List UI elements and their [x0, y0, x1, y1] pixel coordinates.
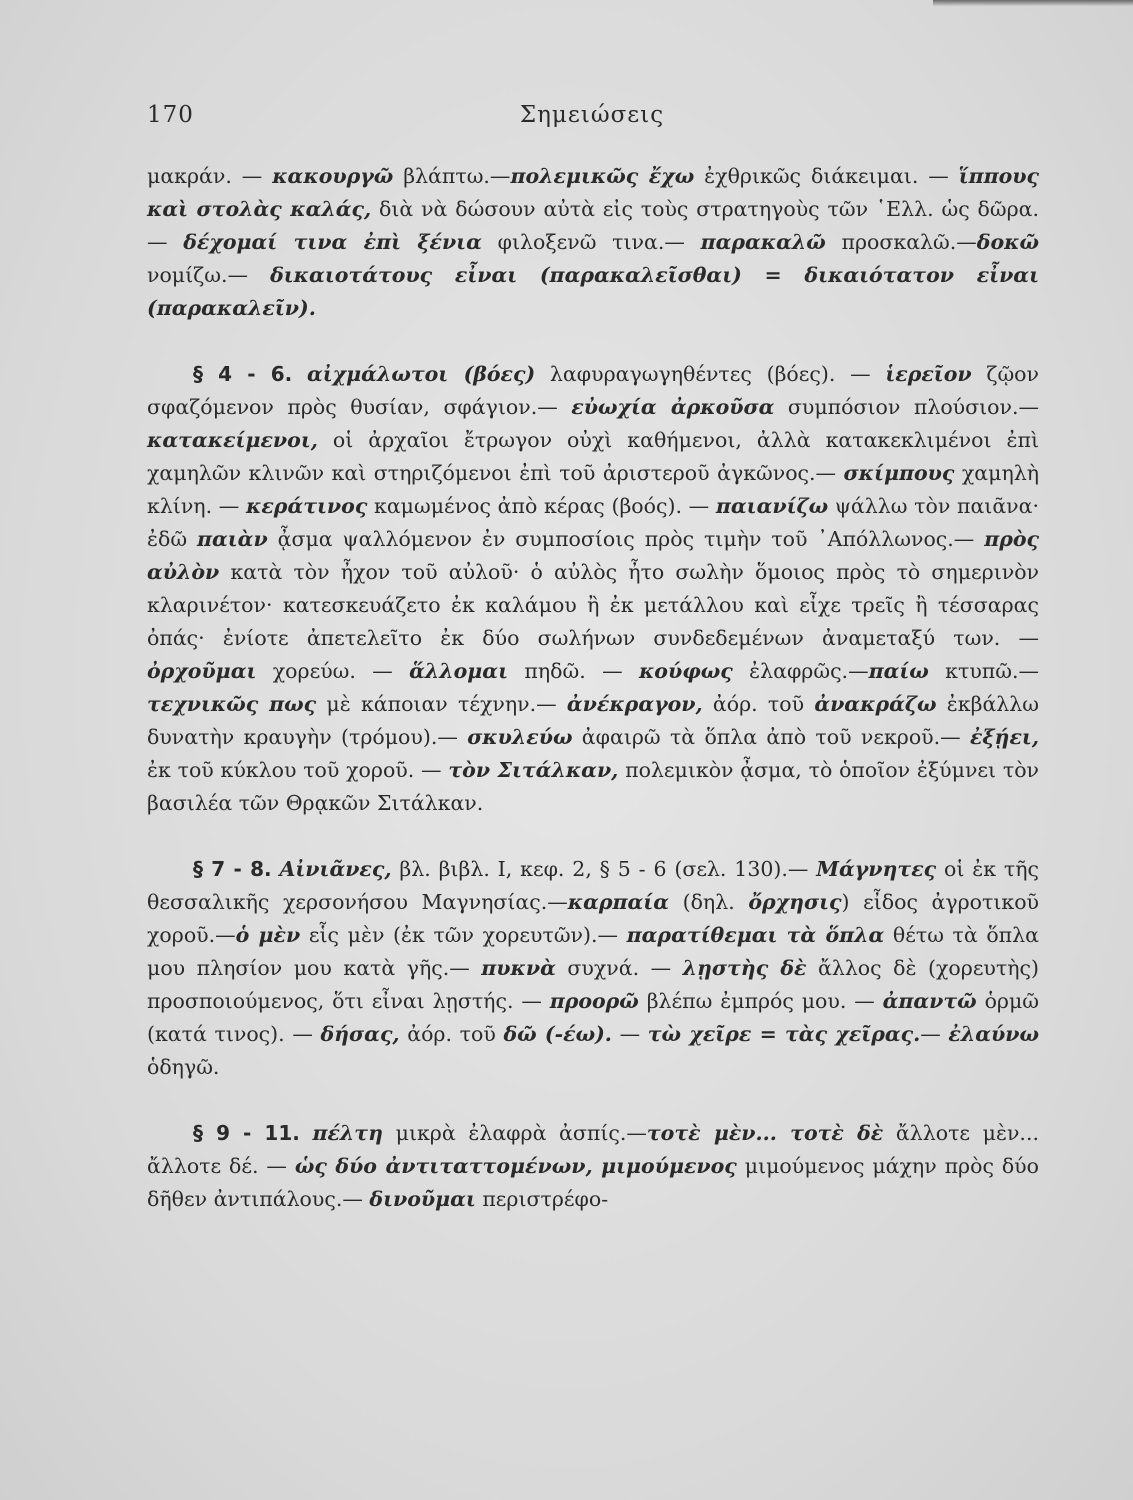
lemma-term: τὸν Σιτάλκαν,	[448, 758, 619, 782]
gloss-text: συχνά. —	[555, 956, 683, 980]
lemma-term: τεχνικῶς πως	[147, 692, 317, 716]
lemma-term: ὄρχησις	[748, 890, 842, 914]
lemma-term: ἵππους καὶ στολὰς καλάς,	[147, 164, 1039, 221]
lemma-term: σκυλεύω	[467, 725, 573, 749]
gloss-text: ὁδηγῶ.	[147, 1055, 220, 1079]
gloss-text: μιμούμενος μάχην πρὸς δύο δῆθεν ἀντιπάλους.—	[147, 1154, 1039, 1211]
gloss-text: ) εἶδος ἀγροτικοῦ χοροῦ.—	[147, 890, 1040, 947]
lemma-term: πρὸς αὐλὸν	[147, 527, 1039, 584]
continued-note	[147, 160, 1039, 325]
gloss-text: διὰ νὰ δώσουν αὐτὰ εἰς τοὺς στρατηγοὺς τῶν ῾Ελλ. ὡς δῶρα.—	[147, 197, 1040, 254]
lemma-term: δῶ (-έω).	[503, 1022, 612, 1046]
lemma-term: ἅλλομαι	[409, 659, 509, 683]
gloss-text	[292, 362, 307, 386]
lemma-term: παίω	[868, 659, 929, 683]
gloss-text: ψάλλω τὸν παιᾶνα· ἐδῶ	[147, 494, 1039, 551]
gloss-text: ἐκβάλλω δυνατὴν κραυγὴν (τρόμου).—	[147, 692, 1039, 749]
gloss-text: καμωμένος ἀπὸ κέρας (βοός). —	[367, 494, 716, 518]
lemma-term: Μάγνητες	[816, 857, 937, 881]
gloss-text: ἀόρ. τοῦ	[399, 1022, 504, 1046]
gloss-text: μὲ κάποιαν τέχνην.—	[316, 692, 567, 716]
gloss-text: μικρὰ ἐλαφρὰ ἀσπίς.—	[383, 1121, 647, 1145]
lemma-term: κατακείμενοι,	[147, 428, 318, 452]
lemma-term: ὡς δύο ἀντιταττομένων, μιμούμενος	[294, 1154, 737, 1178]
gloss-text: οἱ ἀρχαῖοι ἔτρωγον οὐχὶ καθήμενοι, ἀλλὰ κατακεκλιμένοι ἐπὶ χαμηλῶν κλινῶν καὶ στηριζόμενοι ἐπὶ τοῦ ἀριστεροῦ ἀγκῶνος.—	[147, 428, 1039, 485]
page-header	[147, 102, 1037, 142]
gloss-text: ὁρμῶ (κατά τινος). —	[147, 989, 1039, 1046]
gloss-text: βλάπτω.—	[393, 164, 511, 188]
gloss-text: μακράν. —	[147, 164, 273, 188]
gloss-text: ᾆσμα ψαλλόμενον ἐν συμποσίοις πρὸς τιμὴν τοῦ ᾿Απόλλωνος.—	[267, 527, 985, 551]
lemma-term: πέλτη	[312, 1121, 384, 1145]
lemma-term: ἀνέκραγον,	[566, 692, 703, 716]
gloss-text: (δηλ.	[669, 890, 749, 914]
gloss-text: φιλοξενῶ τινα.—	[481, 230, 701, 254]
gloss-text: —	[920, 1022, 949, 1046]
lemma-term: λῃστὴς δὲ	[682, 956, 807, 980]
lemma-term: παιὰν	[196, 527, 268, 551]
gloss-text: οἱ ἐκ τῆς θεσσαλικῆς χερσονήσου Μαγνησίας.—	[147, 857, 1039, 914]
gloss-text: βλ. βιβλ. I, κεφ. 2, § 5 - 6 (σελ. 130).—	[391, 857, 817, 881]
lemma-term: ἐλαύνω	[948, 1022, 1039, 1046]
lemma-term: κεράτινος	[245, 494, 368, 518]
gloss-text: ἐκ τοῦ κύκλου τοῦ χοροῦ. —	[147, 758, 449, 782]
lemma-term: δοκῶ	[976, 230, 1039, 254]
gloss-text: λαφυραγωγηθέντες (βόες). —	[535, 362, 886, 386]
lemma-term: τοτὲ μὲν... τοτὲ δὲ	[646, 1121, 884, 1145]
gloss-text: ζῷον σφαζόμενον πρὸς θυσίαν, σφάγιον.—	[147, 362, 1039, 419]
gloss-text: ἀφαιρῶ τὰ ὅπλα ἀπὸ τοῦ νεκροῦ.—	[572, 725, 970, 749]
running-head: Σημειώσεις	[519, 102, 665, 128]
lemma-term: δήσας,	[320, 1022, 400, 1046]
gloss-text: εἷς μὲν (ἐκ τῶν χορευτῶν).—	[300, 923, 627, 947]
lemma-term: ὀρχοῦμαι	[147, 659, 257, 683]
gloss-text: πηδῶ. —	[508, 659, 639, 683]
section-note	[147, 1117, 1039, 1216]
gloss-text: —	[611, 1022, 648, 1046]
gloss-text: περιστρέφο-	[475, 1187, 609, 1211]
lemma-term: πολεμικῶς ἔχω	[510, 164, 695, 188]
lemma-term: εὐωχία ἀρκοῦσα	[571, 395, 775, 419]
section-reference: § 4 - 6.	[193, 362, 293, 386]
lemma-term: παρακαλῶ	[700, 230, 826, 254]
lemma-term: ἀπαντῶ	[882, 989, 977, 1013]
gloss-text: ἐλαφρῶς.—	[732, 659, 869, 683]
gloss-text: πολεμικὸν ᾆσμα, τὸ ὁποῖον ἐξύμνει τὸν βασιλέα τῶν Θρᾳκῶν Σιτάλκαν.	[147, 758, 1039, 815]
notes-body	[147, 160, 1039, 1216]
lemma-term: ἱερεῖον	[885, 362, 972, 386]
gloss-text: χαμηλὴ κλίνη. —	[147, 461, 1039, 518]
gloss-text: κατὰ τὸν ἦχον τοῦ αὐλοῦ· ὁ αὐλὸς ἦτο σωλὴν ὅμοιος πρὸς τὸ σημερινὸν κλαρινέτον· κατεσκευάζετο ἐκ καλάμου ἢ ἐκ μετάλλου καὶ εἶχε τρεῖς ἢ τέσσαρας ὀπάς· ἐνίοτε ἀπετελεῖτο ἐκ δύο σωλήνων συνδεδεμένων ἀναμεταξύ των. —	[147, 560, 1039, 650]
gloss-text: θέτω τὰ ὅπλα μου πλησίον μου κατὰ γῆς.—	[147, 923, 1039, 980]
lemma-term: σκίμπους	[843, 461, 955, 485]
gloss-text: ἐχθρικῶς διάκειμαι. —	[694, 164, 959, 188]
lemma-term: δέχομαί τινα ἐπὶ ξένια	[183, 230, 482, 254]
gloss-text: βλέπω ἐμπρός μου. —	[638, 989, 883, 1013]
section-reference: § 9 - 11.	[193, 1121, 300, 1145]
lemma-term: παρατίθεμαι τὰ ὅπλα	[626, 923, 885, 947]
lemma-term: προορῶ	[549, 989, 639, 1013]
lemma-term: κούφως	[638, 659, 733, 683]
lemma-term: αἰχμάλωτοι (βόες)	[306, 362, 536, 386]
page-number: 170	[147, 102, 194, 128]
section-note	[147, 853, 1039, 1084]
lemma-term: δικαιοτάτους εἶναι (παρακαλεῖσθαι) = δικαιότατον εἶναι (παρακαλεῖν).	[147, 263, 1039, 320]
gloss-text	[300, 1121, 313, 1145]
scan-edge-shadow	[933, 0, 1133, 6]
gloss-text: ἄλλος δὲ (χορευτὴς) προσποιούμενος, ὅτι εἶναι λῃστής. —	[147, 956, 1039, 1013]
section-note	[147, 358, 1039, 820]
gloss-text: κτυπῶ.—	[928, 659, 1039, 683]
gloss-text: χορεύω. —	[256, 659, 410, 683]
gloss-text: προσκαλῶ.—	[825, 230, 977, 254]
lemma-term: τὼ χεῖρε = τὰς χεῖρας.	[647, 1022, 921, 1046]
lemma-term: ἐξῄει,	[969, 725, 1039, 749]
lemma-term: καρπαία	[567, 890, 669, 914]
section-reference: § 7 - 8.	[193, 857, 272, 881]
gloss-text: συμπόσιον πλούσιον.—	[774, 395, 1039, 419]
lemma-term: δινοῦμαι	[369, 1187, 476, 1211]
lemma-term: πυκνὰ	[481, 956, 556, 980]
lemma-term: κακουργῶ	[272, 164, 394, 188]
gloss-text: ἀόρ. τοῦ	[702, 692, 815, 716]
gloss-text: νομίζω.—	[147, 263, 271, 287]
lemma-term: ἀνακράζω	[814, 692, 937, 716]
lemma-term: Αἰνιᾶνες,	[279, 857, 392, 881]
lemma-term: παιανίζω	[715, 494, 829, 518]
gloss-text: ἄλλοτε μὲν... ἄλλοτε δέ. —	[147, 1121, 1039, 1178]
lemma-term: ὁ μὲν	[235, 923, 301, 947]
